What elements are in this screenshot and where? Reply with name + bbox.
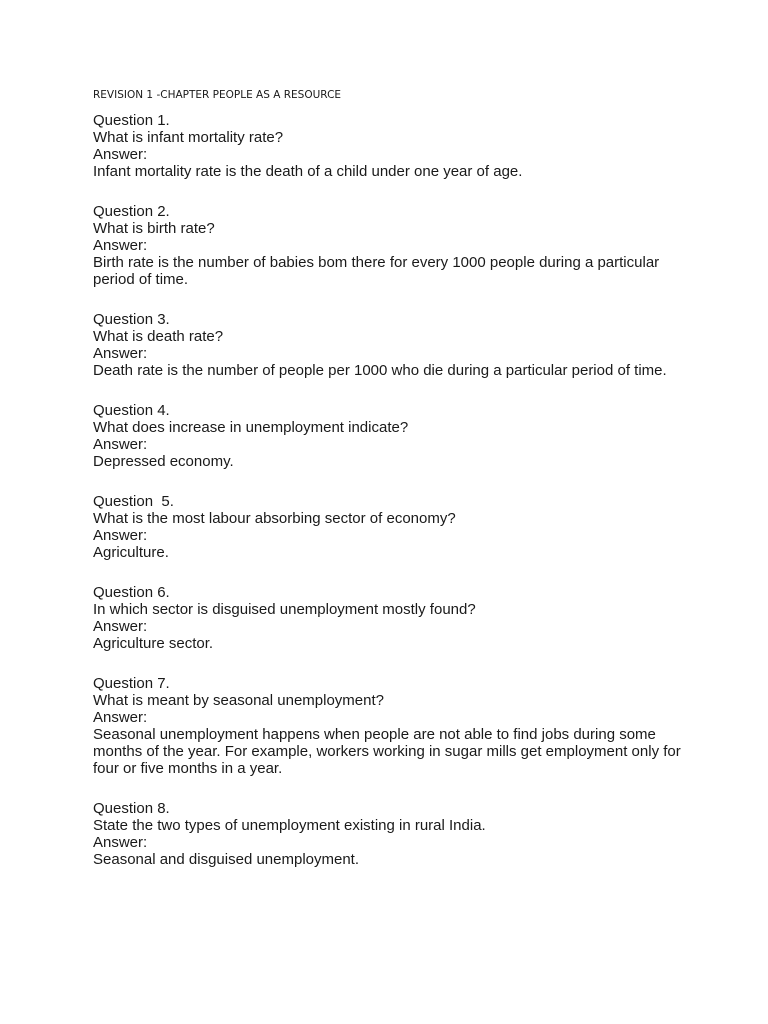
answer-text: Agriculture.: [93, 544, 169, 561]
question-block-8: [93, 800, 693, 868]
answer-label: Answer:: [93, 709, 148, 726]
answer-text: Seasonal unemployment happens when people are not able to find jobs during some months of the year. For example, workers working in sugar mills get employment only for four or five months in a year.: [93, 726, 685, 777]
question-number: Question 5.: [93, 493, 174, 510]
answer-label: Answer:: [93, 527, 148, 544]
answer-label: Answer:: [93, 146, 148, 163]
question-block-6: [93, 584, 693, 652]
answer-label: Answer:: [93, 345, 148, 362]
question-text: What is infant mortality rate?: [93, 129, 284, 146]
question-number: Question 1.: [93, 112, 170, 129]
answer-text: Birth rate is the number of babies bom there for every 1000 people during a particular period of time.: [93, 254, 664, 288]
question-number: Question 6.: [93, 584, 170, 601]
question-text: What is death rate?: [93, 328, 224, 345]
question-block-1: [93, 112, 693, 180]
question-text: What is birth rate?: [93, 220, 215, 237]
answer-text: Infant mortality rate is the death of a child under one year of age.: [93, 163, 523, 180]
question-text: In which sector is disguised unemployment mostly found?: [93, 601, 476, 618]
question-block-4: [93, 402, 693, 470]
question-text: What is the most labour absorbing sector of economy?: [93, 510, 456, 527]
answer-text: Seasonal and disguised unemployment.: [93, 851, 360, 868]
answer-label: Answer:: [93, 618, 148, 635]
answer-text: Depressed economy.: [93, 453, 234, 470]
question-block-3: [93, 311, 693, 379]
document-title: REVISION 1 -CHAPTER PEOPLE AS A RESOURCE: [93, 89, 342, 101]
question-text: What does increase in unemployment indicate?: [93, 419, 409, 436]
answer-text: Death rate is the number of people per 1000 who die during a particular period of time.: [93, 362, 667, 379]
question-block-2: [93, 203, 693, 288]
question-text: What is meant by seasonal unemployment?: [93, 692, 384, 709]
question-number: Question 2.: [93, 203, 170, 220]
question-number: Question 3.: [93, 311, 170, 328]
answer-label: Answer:: [93, 436, 148, 453]
question-text: State the two types of unemployment existing in rural India.: [93, 817, 486, 834]
question-number: Question 7.: [93, 675, 170, 692]
question-block-5: [93, 493, 693, 561]
answer-label: Answer:: [93, 834, 148, 851]
question-block-7: [93, 675, 693, 777]
question-number: Question 8.: [93, 800, 170, 817]
answer-text: Agriculture sector.: [93, 635, 214, 652]
document-page: [93, 88, 693, 891]
answer-label: Answer:: [93, 237, 148, 254]
question-number: Question 4.: [93, 402, 170, 419]
